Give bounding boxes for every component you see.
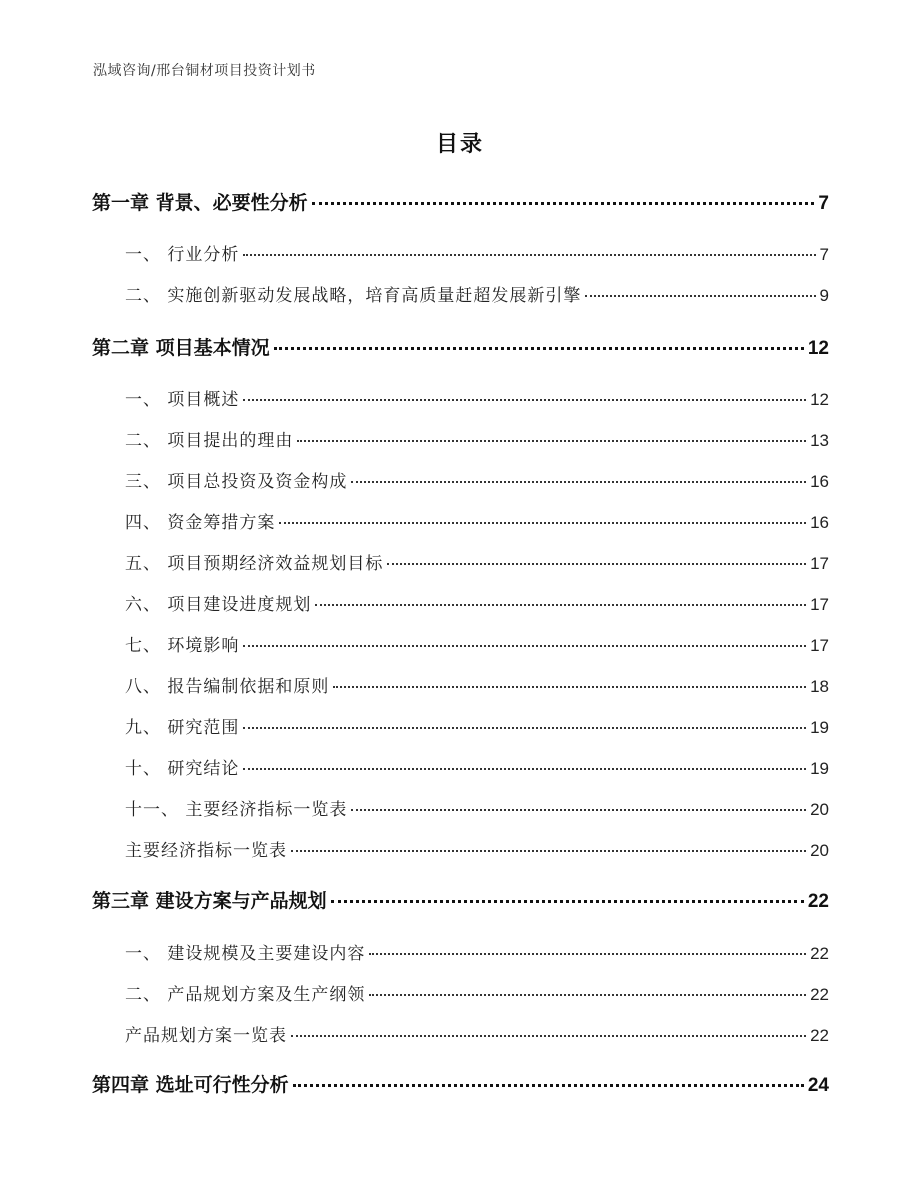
- toc-page-number: 19: [810, 718, 829, 737]
- leader-dots: [293, 1084, 804, 1087]
- toc-entry-label: 七、 环境影响: [125, 636, 240, 656]
- toc-entry-label: 三、 项目总投资及资金构成: [125, 472, 348, 492]
- toc-entry-label: 四、 资金筹措方案: [125, 513, 276, 533]
- toc-table-entry[interactable]: [125, 1021, 829, 1047]
- leader-dots: [333, 686, 806, 688]
- toc-page-number: 16: [810, 472, 829, 491]
- leader-dots: [331, 900, 804, 903]
- toc-section[interactable]: [125, 549, 829, 575]
- toc-entry-label: 五、 项目预期经济效益规划目标: [125, 554, 384, 574]
- toc-section[interactable]: [125, 281, 829, 307]
- leader-dots: [279, 522, 806, 524]
- toc-entry-label: 一、 项目概述: [125, 390, 240, 410]
- toc-page-number: 22: [810, 985, 829, 1004]
- toc-page-number: 12: [807, 338, 829, 359]
- toc-section[interactable]: [125, 631, 829, 657]
- toc-entry-label: 第四章 选址可行性分析: [92, 1074, 289, 1096]
- document-header: 泓域咨询/邢台铜材项目投资计划书: [93, 63, 316, 79]
- toc-entry-label: 产品规划方案一览表: [125, 1026, 287, 1046]
- toc-entry-label: 十一、 主要经济指标一览表: [125, 800, 348, 820]
- leader-dots: [243, 768, 806, 770]
- toc-table-entry[interactable]: [125, 836, 829, 862]
- toc-entry-label: 二、 实施创新驱动发展战略，培育高质量赶超发展新引擎: [125, 286, 582, 306]
- leader-dots: [243, 645, 806, 647]
- toc-section[interactable]: [125, 713, 829, 739]
- toc-section[interactable]: [125, 385, 829, 411]
- toc-page-number: 17: [810, 636, 829, 655]
- toc-page-number: 22: [807, 891, 829, 912]
- toc-page-number: 16: [810, 513, 829, 532]
- toc-page-number: 7: [818, 193, 829, 214]
- toc-page-number: 19: [810, 759, 829, 778]
- toc-section[interactable]: [125, 426, 829, 452]
- toc-page-number: 24: [807, 1075, 829, 1096]
- toc-entry-label: 二、 项目提出的理由: [125, 431, 294, 451]
- leader-dots: [351, 809, 806, 811]
- toc-section[interactable]: [125, 754, 829, 780]
- toc-page-number: 22: [810, 1026, 829, 1045]
- toc-page-number: 20: [810, 841, 829, 860]
- leader-dots: [369, 994, 806, 996]
- toc-chapter-4[interactable]: [92, 1070, 829, 1096]
- toc-entry-label: 主要经济指标一览表: [125, 841, 287, 861]
- toc-section[interactable]: [125, 939, 829, 965]
- toc-title: 目录: [435, 132, 484, 157]
- toc-section[interactable]: [125, 980, 829, 1006]
- toc-entry-label: 第二章 项目基本情况: [92, 337, 270, 359]
- leader-dots: [243, 399, 806, 401]
- toc-entry-label: 一、 行业分析: [125, 245, 240, 265]
- toc-page-number: 9: [819, 286, 829, 305]
- toc-chapter-2[interactable]: [92, 333, 829, 359]
- leader-dots: [243, 727, 806, 729]
- leader-dots: [297, 440, 806, 442]
- leader-dots: [315, 604, 806, 606]
- toc-page-number: 13: [810, 431, 829, 450]
- toc-chapter-1[interactable]: [92, 188, 829, 214]
- toc-page-number: 12: [810, 390, 829, 409]
- leader-dots: [387, 563, 806, 565]
- toc-page-number: 7: [819, 245, 829, 264]
- toc-section[interactable]: [125, 508, 829, 534]
- toc-entry-label: 十、 研究结论: [125, 759, 240, 779]
- toc-entry-label: 第一章 背景、必要性分析: [92, 192, 308, 214]
- toc-entry-label: 第三章 建设方案与产品规划: [92, 890, 327, 912]
- toc-entry-label: 二、 产品规划方案及生产纲领: [125, 985, 366, 1005]
- toc-page-number: 17: [810, 595, 829, 614]
- toc-section[interactable]: [125, 795, 829, 821]
- toc-section[interactable]: [125, 240, 829, 266]
- toc-entry-label: 一、 建设规模及主要建设内容: [125, 944, 366, 964]
- leader-dots: [312, 202, 815, 205]
- leader-dots: [243, 254, 815, 256]
- toc-entry-label: 六、 项目建设进度规划: [125, 595, 312, 615]
- toc-section[interactable]: [125, 590, 829, 616]
- leader-dots: [291, 850, 806, 852]
- toc-page-number: 17: [810, 554, 829, 573]
- toc-page-number: 20: [810, 800, 829, 819]
- leader-dots: [351, 481, 806, 483]
- toc-entry-label: 八、 报告编制依据和原则: [125, 677, 330, 697]
- leader-dots: [369, 953, 806, 955]
- toc-chapter-3[interactable]: [92, 886, 829, 912]
- leader-dots: [274, 347, 804, 350]
- leader-dots: [585, 295, 815, 297]
- leader-dots: [291, 1035, 806, 1037]
- toc-section[interactable]: [125, 672, 829, 698]
- toc-entry-label: 九、 研究范围: [125, 718, 240, 738]
- toc-page-number: 22: [810, 944, 829, 963]
- toc-section[interactable]: [125, 467, 829, 493]
- toc-page-number: 18: [810, 677, 829, 696]
